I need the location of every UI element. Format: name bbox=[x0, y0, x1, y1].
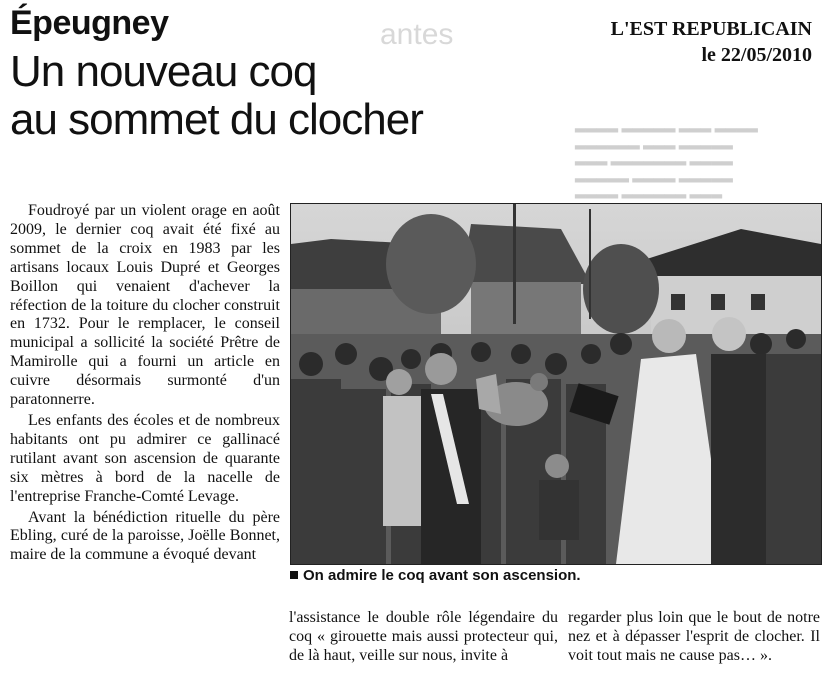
caption-text: On admire le coq avant son ascension. bbox=[303, 567, 581, 584]
crowd-photo-illustration bbox=[291, 204, 821, 564]
article-paragraph-1: Foudroyé par un violent orage en août 2009, le dernier coq avait été fixé au sommet de la croix en 1983 par les artisans locaux Louis Dupré et Georges Boillon qui venaient d'achever la réfection de la toiture du clocher construit en 1732. Pour le remplacer, le conseil municipal a sollicité la société Prêtre de Mamirolle qui a fourni un article en cuivre désormais surmonté d'un paratonnerre. bbox=[10, 202, 280, 409]
news-photo bbox=[290, 203, 822, 565]
article-column-1 bbox=[10, 202, 280, 565]
bleed-through-text: antes bbox=[380, 18, 454, 51]
caption-bullet-icon bbox=[290, 571, 298, 579]
photo-caption bbox=[290, 567, 581, 584]
headline-line-1: Un nouveau coq bbox=[10, 47, 317, 96]
publication-date: le 22/05/2010 bbox=[701, 44, 812, 66]
headline-line-2: au sommet du clocher bbox=[10, 95, 423, 144]
article-paragraph-2: Les enfants des écoles et de nombreux habitants ont pu admirer ce gallinacé rutilant avant son ascension de quarante six mètres à bord de la nacelle de l'entreprise Franche-Comté Levage. bbox=[10, 411, 280, 505]
kicker: Épeugney bbox=[10, 4, 169, 42]
article-continuation-col3: regarder plus loin que le bout de notre nez et à dépasser l'esprit de clocher. Il voit tout mais ne cause pas… ». bbox=[568, 609, 820, 664]
headline bbox=[10, 48, 570, 144]
newspaper-name: L'EST REPUBLICAIN bbox=[610, 18, 812, 40]
article-paragraph-3: Avant la bénédiction rituelle du père Ebling, curé de la paroisse, Joëlle Bonnet, maire de la commune a évoqué devant bbox=[10, 508, 280, 564]
source-block bbox=[611, 16, 812, 68]
article-column-3 bbox=[568, 609, 820, 666]
article-column-2 bbox=[289, 609, 558, 666]
article-continuation-col2: l'assistance le double rôle légendaire du coq « girouette mais aussi protecteur qui, de là haut, veille sur nous, invite à bbox=[289, 609, 558, 664]
bleed-through-column: ▂▂▂▂ ▂▂▂▂▂ ▂▂▂ ▂▂▂▂ ▂▂▂▂▂▂ ▂▂▂ ▂▂▂▂▂ ▂▂▂ ▂▂▂▂▂▂▂ ▂▂▂▂ ▂▂▂▂▂ ▂▂▂▂ ▂▂▂▂▂ ▂▂▂▂ ▂▂▂▂▂▂ ▂▂▂ bbox=[575, 118, 758, 199]
